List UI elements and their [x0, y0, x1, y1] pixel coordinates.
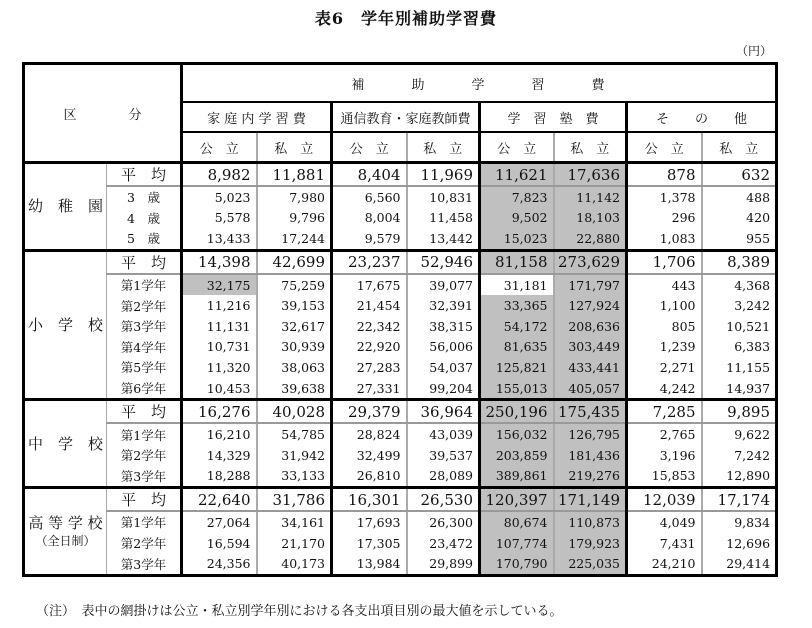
table-row: [24, 511, 777, 533]
value-cell: 225,035: [554, 553, 627, 575]
value-cell: 27,331: [332, 378, 407, 400]
value-cell: 17,174: [702, 488, 777, 512]
value-cell: 29,414: [726, 556, 771, 572]
value-cell: 10,453: [182, 378, 257, 400]
value-cell: 38,063: [257, 357, 332, 378]
table-row: [24, 553, 777, 575]
section-name: 幼 稚 園: [27, 197, 103, 216]
value-cell: 43,039: [407, 423, 480, 445]
value-cell: 32,175: [182, 274, 257, 296]
value-cell: 11,969: [407, 163, 480, 187]
value-cell: 127,924: [554, 295, 627, 316]
expense-table: [22, 62, 778, 577]
private-header: 私 立: [407, 132, 480, 163]
value-cell: 80,674: [480, 511, 554, 533]
row-label: 4 歳: [107, 208, 182, 229]
value-cell: 13,984: [332, 553, 407, 575]
value-cell: 110,873: [554, 511, 627, 533]
value-cell: 38,315: [407, 316, 480, 337]
row-label: 第4学年: [107, 337, 182, 358]
value-cell: 9,834: [734, 514, 771, 530]
value-cell: 81,635: [480, 337, 554, 358]
value-cell: 31,942: [257, 445, 332, 466]
category-other: そ の 他: [627, 102, 777, 132]
value-cell: 39,077: [407, 274, 480, 296]
value-cell: 21,170: [257, 533, 332, 554]
public-header: 公 立: [480, 132, 554, 163]
value-cell: 171,797: [554, 274, 627, 296]
value-cell: 17,305: [332, 533, 407, 554]
value-cell: 23,472: [407, 533, 480, 554]
value-cell: 1,083: [627, 228, 702, 250]
category-cram-school: 学 習 塾 費: [480, 102, 627, 132]
value-cell: 11,155: [726, 359, 771, 375]
value-cell: 11,131: [182, 316, 257, 337]
private-header: 私 立: [719, 141, 759, 157]
public-header: 公 立: [182, 132, 257, 163]
value-cell: 203,859: [480, 445, 554, 466]
value-cell: 8,404: [332, 163, 407, 187]
value-cell: 9,622: [734, 427, 771, 443]
value-cell: 181,436: [554, 445, 627, 466]
value-cell: 3,242: [734, 298, 771, 314]
value-cell: 22,880: [554, 228, 627, 250]
value-cell: 15,023: [480, 228, 554, 250]
value-cell: 32,391: [407, 295, 480, 316]
value-cell: 26,810: [332, 466, 407, 488]
value-cell: 14,398: [182, 250, 257, 274]
value-cell: 11,458: [407, 208, 480, 229]
value-cell: 81,158: [480, 250, 554, 274]
section-label: [24, 250, 107, 400]
value-cell: 24,210: [627, 553, 702, 575]
value-cell: 33,365: [480, 295, 554, 316]
value-cell: 12,890: [726, 468, 771, 484]
value-cell: 219,276: [554, 466, 627, 488]
value-cell: 15,853: [627, 466, 702, 488]
private-header: 私 立: [257, 132, 332, 163]
table-row: [24, 274, 777, 296]
value-cell: 296: [627, 208, 702, 229]
value-cell: 14,329: [182, 445, 257, 466]
value-cell: 26,530: [407, 488, 480, 512]
value-cell: 3,196: [627, 445, 702, 466]
table-row: [24, 186, 777, 208]
value-cell: 1,100: [627, 295, 702, 316]
value-cell: 488: [746, 189, 771, 205]
value-cell: 125,821: [480, 357, 554, 378]
table-row: [24, 488, 777, 512]
unit-label: （円）: [735, 44, 772, 58]
value-cell: 2,765: [627, 423, 702, 445]
value-cell: 10,831: [407, 186, 480, 208]
value-cell: 1,706: [627, 250, 702, 274]
row-label: 3 歳: [107, 186, 182, 208]
value-cell: 7,980: [257, 186, 332, 208]
value-cell: 107,774: [480, 533, 554, 554]
value-cell: 8,389: [702, 250, 777, 274]
row-label: 第2学年: [107, 445, 182, 466]
value-cell: 17,244: [257, 228, 332, 250]
public-header: 公 立: [332, 132, 407, 163]
value-cell: 8,004: [332, 208, 407, 229]
value-cell: 17,675: [332, 274, 407, 296]
value-cell: 75,259: [257, 274, 332, 296]
value-cell: 14,937: [726, 380, 771, 396]
value-cell: 23,237: [332, 250, 407, 274]
value-cell: 27,283: [332, 357, 407, 378]
value-cell: 11,320: [182, 357, 257, 378]
value-cell: 16,210: [182, 423, 257, 445]
table-row: [24, 163, 777, 187]
value-cell: 28,089: [407, 466, 480, 488]
value-cell: 7,242: [734, 447, 771, 463]
value-cell: 10,731: [182, 337, 257, 358]
kubun-header: 区 分: [24, 64, 182, 163]
value-cell: 273,629: [554, 250, 627, 274]
value-cell: 54,785: [257, 423, 332, 445]
value-cell: 7,431: [627, 533, 702, 554]
value-cell: 17,693: [332, 511, 407, 533]
value-cell: 805: [627, 316, 702, 337]
value-cell: 955: [746, 230, 771, 246]
row-label: 第1学年: [107, 511, 182, 533]
section-name: 高 等 学 校: [28, 513, 103, 532]
value-cell: 13,442: [407, 228, 480, 250]
value-cell: 31,786: [257, 488, 332, 512]
value-cell: 16,594: [182, 533, 257, 554]
value-cell: 179,923: [554, 533, 627, 554]
value-cell: 12,696: [726, 535, 771, 551]
table-row: [24, 337, 777, 358]
value-cell: 405,057: [554, 378, 627, 400]
value-cell: 175,435: [554, 400, 627, 424]
row-label: 平 均: [107, 163, 182, 187]
row-label: 第2学年: [107, 295, 182, 316]
value-cell: 36,964: [407, 400, 480, 424]
value-cell: 18,103: [554, 208, 627, 229]
value-cell: 22,342: [332, 316, 407, 337]
value-cell: 16,276: [182, 400, 257, 424]
value-cell: 1,378: [627, 186, 702, 208]
row-label: 第2学年: [107, 533, 182, 554]
value-cell: 126,795: [554, 423, 627, 445]
value-cell: 10,521: [726, 318, 771, 334]
row-label: 平 均: [107, 250, 182, 274]
row-label: 第3学年: [107, 316, 182, 337]
value-cell: 9,895: [702, 400, 777, 424]
section-subname: （全日制）: [35, 533, 96, 548]
value-cell: 9,502: [480, 208, 554, 229]
value-cell: 34,161: [257, 511, 332, 533]
value-cell: 7,823: [480, 186, 554, 208]
value-cell: 170,790: [480, 553, 554, 575]
value-cell: 40,173: [257, 553, 332, 575]
value-cell: 2,271: [627, 357, 702, 378]
value-cell: 24,356: [182, 553, 257, 575]
section-name: 小 学 校: [27, 316, 103, 335]
value-cell: 26,300: [407, 511, 480, 533]
row-label: 第1学年: [107, 423, 182, 445]
value-cell: 443: [627, 274, 702, 296]
section-label: [24, 400, 107, 488]
value-cell: 31,181: [480, 274, 554, 296]
table-row: [24, 466, 777, 488]
hojo-header: 補 助 学 習 費: [182, 64, 777, 103]
value-cell: 99,204: [407, 378, 480, 400]
category-correspondence-tutor: 通信教育・家庭教師費: [332, 102, 480, 132]
value-cell: 6,560: [332, 186, 407, 208]
value-cell: 389,861: [480, 466, 554, 488]
value-cell: 5,578: [182, 208, 257, 229]
value-cell: 12,039: [627, 488, 702, 512]
value-cell: 5,023: [182, 186, 257, 208]
value-cell: 8,982: [182, 163, 257, 187]
value-cell: 54,172: [480, 316, 554, 337]
value-cell: 120,397: [480, 488, 554, 512]
value-cell: 32,499: [332, 445, 407, 466]
table-row: [24, 533, 777, 554]
public-header: 公 立: [627, 132, 702, 163]
row-label: 平 均: [107, 488, 182, 512]
value-cell: 250,196: [480, 400, 554, 424]
value-cell: 17,636: [554, 163, 627, 187]
value-cell: 208,636: [554, 316, 627, 337]
value-cell: 27,064: [182, 511, 257, 533]
value-cell: 4,049: [627, 511, 702, 533]
value-cell: 11,881: [257, 163, 332, 187]
table-row: [24, 400, 777, 424]
value-cell: 9,796: [257, 208, 332, 229]
value-cell: 1,239: [627, 337, 702, 358]
table-row: [24, 316, 777, 337]
value-cell: 40,028: [257, 400, 332, 424]
value-cell: 7,285: [627, 400, 702, 424]
value-cell: 33,133: [257, 466, 332, 488]
value-cell: 52,946: [407, 250, 480, 274]
row-label: 平 均: [107, 400, 182, 424]
value-cell: 9,579: [332, 228, 407, 250]
value-cell: 13,433: [182, 228, 257, 250]
table-row: [24, 208, 777, 229]
value-cell: 433,441: [554, 357, 627, 378]
value-cell: 156,032: [480, 423, 554, 445]
value-cell: 632: [702, 163, 777, 187]
row-label: 第3学年: [107, 553, 182, 575]
value-cell: 171,149: [554, 488, 627, 512]
value-cell: 30,939: [257, 337, 332, 358]
row-label: 5 歳: [107, 228, 182, 250]
row-label: 第1学年: [107, 274, 182, 296]
table-row: [24, 357, 777, 378]
section-label: [24, 488, 107, 576]
private-header: 私 立: [554, 132, 627, 163]
value-cell: 11,216: [182, 295, 257, 316]
value-cell: 39,638: [257, 378, 332, 400]
value-cell: 29,899: [407, 553, 480, 575]
value-cell: 54,037: [407, 357, 480, 378]
value-cell: 4,368: [734, 277, 771, 293]
value-cell: 56,006: [407, 337, 480, 358]
table-row: [24, 445, 777, 466]
value-cell: 155,013: [480, 378, 554, 400]
value-cell: 39,537: [407, 445, 480, 466]
table-row: [24, 378, 777, 400]
table-row: [24, 228, 777, 250]
value-cell: 18,288: [182, 466, 257, 488]
page-title: 表6 学年別補助学習費: [314, 9, 498, 28]
category-home-study: 家 庭 内 学 習 費: [182, 102, 332, 132]
table-row: [24, 250, 777, 274]
section-label: [24, 163, 107, 251]
value-cell: 22,920: [332, 337, 407, 358]
value-cell: 16,301: [332, 488, 407, 512]
value-cell: 878: [627, 163, 702, 187]
row-label: 第3学年: [107, 466, 182, 488]
section-name: 中 学 校: [27, 434, 103, 453]
value-cell: 29,379: [332, 400, 407, 424]
footnote: （注） 表中の網掛けは公立・私立別学年別における各支出項目別の最大値を示している。: [36, 604, 563, 619]
value-cell: 22,640: [182, 488, 257, 512]
value-cell: 6,383: [734, 339, 771, 355]
value-cell: 39,153: [257, 295, 332, 316]
value-cell: 11,142: [554, 186, 627, 208]
value-cell: 11,621: [480, 163, 554, 187]
value-cell: 4,242: [627, 378, 702, 400]
value-cell: 32,617: [257, 316, 332, 337]
value-cell: 303,449: [554, 337, 627, 358]
table-row: [24, 295, 777, 316]
value-cell: 21,454: [332, 295, 407, 316]
row-label: 第6学年: [107, 378, 182, 400]
value-cell: 42,699: [257, 250, 332, 274]
table-row: [24, 423, 777, 445]
value-cell: 420: [746, 210, 771, 226]
row-label: 第5学年: [107, 357, 182, 378]
value-cell: 28,824: [332, 423, 407, 445]
